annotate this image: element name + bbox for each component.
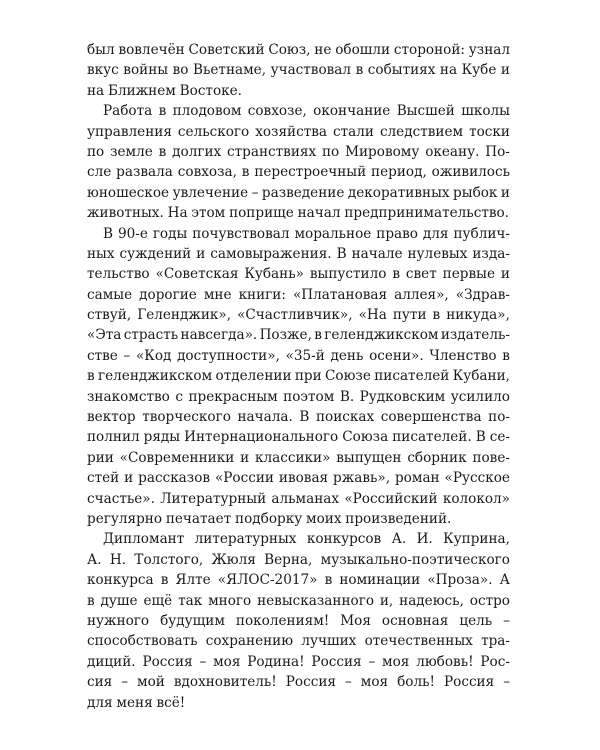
text-line: ных суждений и самовыражения. В начале нулевых изда-: [87, 245, 510, 262]
paragraph: [87, 101, 510, 223]
text-line: В 90-е годы почувствовал моральное право для публич-: [103, 225, 510, 242]
text-line: ствуй, Геленджик», «Счастливчик», «На пути в никуда»,: [87, 307, 510, 324]
text-line: тельство «Советская Кубань» выпустило в свет первые и: [87, 266, 510, 283]
text-line: юношеское увлечение – разведение декоративных рыбок и: [87, 184, 510, 201]
text-line: стве – «Код доступности», «35-й день осени». Членство в: [87, 347, 510, 364]
text-line: самые дорогие мне книги: «Платановая аллея», «Здрав-: [87, 286, 510, 303]
text-line: диций. Россия – моя Родина! Россия – моя любовь! Рос-: [87, 653, 510, 670]
text-line: нужного будущим поколениям! Моя основная цель –: [87, 612, 510, 629]
text-line: вкус войны во Вьетнаме, участвовал в событиях на Кубе и: [87, 62, 510, 79]
paragraph: [87, 40, 510, 101]
text-line: рии «Современники и классики» выпущен сборник пове-: [87, 449, 510, 466]
paragraph: [87, 529, 510, 713]
text-line: конкурса в Ялте «ЯЛОС-2017» в номинации «Проза». А: [87, 572, 510, 589]
text-line: счастье». Литературный альманах «Российский колокол»: [87, 490, 510, 507]
text-line: регулярно печатает подборку моих произведений.: [87, 510, 452, 527]
text-line: Работа в плодовом совхозе, окончание Высшей школы: [103, 103, 510, 120]
text-line: на Ближнем Востоке.: [87, 82, 242, 99]
text-line: А. Н. Толстого, Жюля Верна, музыкально-поэтического: [87, 551, 510, 568]
text-line: вектор творческого начала. В поисках совершенства по-: [87, 409, 510, 426]
text-line: по земле в долгих странствиях по Мировому океану. По-: [87, 143, 510, 160]
text-line: управления сельского хозяйства стали следствием тоски: [87, 123, 510, 140]
text-line: стей и рассказов «России ивовая ржавь», роман «Русское: [87, 470, 510, 487]
paragraph: [87, 224, 510, 530]
text-line: для меня всё!: [87, 694, 186, 711]
text-line: был вовлечён Советский Союз, не обошли стороной: узнал: [87, 42, 510, 58]
text-line: сия – мой вдохновитель! Россия – моя боль! Россия –: [87, 674, 510, 691]
text-line: животных. На этом поприще начал предпринимательство.: [87, 205, 510, 222]
body-text: [87, 40, 510, 713]
text-line: в душе ещё так много невысказанного и, надеюсь, остро: [87, 592, 510, 609]
text-line: знакомство с прекрасным поэтом В. Рудковским усилило: [87, 388, 510, 405]
text-line: сле развала совхоза, в перестроечный период, оживилось: [87, 164, 510, 181]
text-line: «Эта страсть навсегда». Позже, в геленджикском издатель-: [87, 327, 510, 344]
text-line: Дипломант литературных конкурсов А. И. Куприна,: [103, 531, 510, 548]
text-line: полнил ряды Интернационального Союза писателей. В се-: [87, 429, 510, 446]
text-line: способствовать сохранению лучших отечественных тра-: [87, 633, 510, 650]
text-line: в геленджикском отделении при Союзе писателей Кубани,: [87, 368, 510, 385]
